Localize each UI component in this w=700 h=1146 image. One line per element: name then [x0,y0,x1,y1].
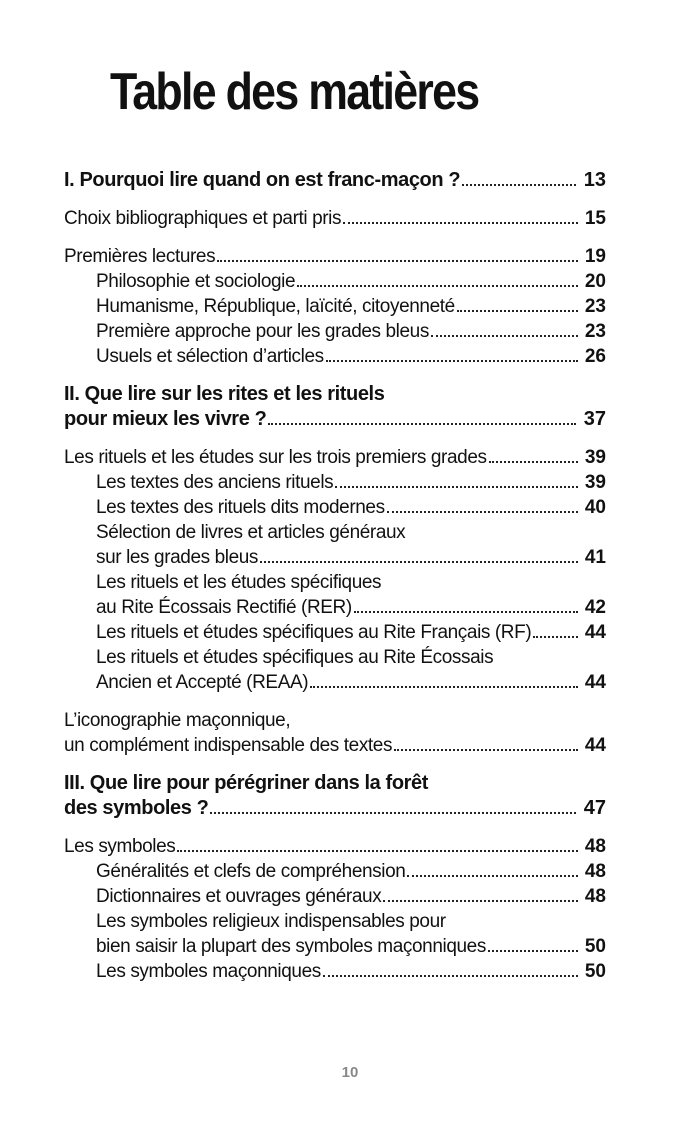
dot-leader [457,310,578,312]
toc-entry-line [64,344,606,369]
toc-entry-title: bien saisir la plupart des symboles maçonniques [96,936,486,957]
table-of-contents [64,168,606,997]
toc-entry-title: Philosophie et sociologie [96,271,296,292]
toc-entry-line [64,244,606,269]
toc-entry-title: Premières lectures [64,246,216,267]
toc-page-number: 37 [583,408,606,430]
toc-entry-title: au Rite Écossais Rectifié (RER) [96,597,352,618]
page-number: 10 [341,1064,359,1081]
toc-entry-line [64,206,606,231]
toc-entry-line [64,470,606,495]
toc-entry-line [64,495,606,520]
toc-entry-line [64,294,606,319]
toc-entry-title: III. Que lire pour pérégriner dans la forêt [64,772,429,794]
toc-page-number: 23 [584,321,606,342]
toc-page-number: 44 [584,735,606,756]
toc-page-number: 41 [584,547,606,568]
dot-leader [354,611,578,613]
toc-page-number: 47 [583,797,606,819]
toc-page-number: 39 [584,447,606,468]
toc-section [64,206,606,231]
toc-entry-line [64,545,606,570]
dot-leader [489,461,578,463]
toc-entry-line [64,645,606,670]
dot-leader [297,285,578,287]
toc-entry-line [64,445,606,470]
toc-entry-line [64,859,606,884]
toc-page-number: 40 [584,497,606,518]
toc-page-number: 48 [584,861,606,882]
dot-leader [323,975,578,977]
dot-leader [488,950,578,952]
toc-section [64,708,606,758]
toc-entry-title: Les rituels et les études sur les trois premiers grades [64,447,487,468]
toc-page-number: 39 [584,472,606,493]
toc-entry-line [64,708,606,733]
dot-leader [268,423,576,425]
dot-leader [387,511,578,513]
toc-page-number: 19 [584,246,606,267]
toc-entry-title: Les symboles [64,836,176,857]
toc-entry-title: pour mieux les vivre ? [64,408,267,430]
toc-entry-title: II. Que lire sur les rites et les rituels [64,383,385,405]
toc-page-number: 50 [584,936,606,957]
toc-entry-title: Les symboles religieux indispensables pour [96,911,446,932]
toc-chapter-line [64,168,606,193]
toc-page-number: 44 [584,622,606,643]
toc-section [64,244,606,369]
toc-section [64,168,606,193]
toc-entry-line [64,620,606,645]
dot-leader [407,875,578,877]
toc-entry-title: Les symboles maçonniques [96,961,321,982]
toc-entry-title: Choix bibliographiques et parti pris [64,208,342,229]
toc-page-number: 50 [584,961,606,982]
toc-chapter-line [64,796,606,821]
toc-page-number: 13 [583,169,606,191]
dot-leader [343,222,578,224]
toc-entry-line [64,733,606,758]
toc-entry-line [64,520,606,545]
toc-entry-title: sur les grades bleus [96,547,259,568]
toc-entry-title: Les rituels et études spécifiques au Rite Français (RF) [96,622,532,643]
dot-leader [310,686,578,688]
toc-entry-line [64,595,606,620]
toc-entry-line [64,834,606,859]
toc-chapter-line [64,771,606,796]
toc-entry-title: Les textes des anciens rituels [96,472,334,493]
toc-entry-title: Les rituels et études spécifiques au Rite Écossais [96,647,494,668]
toc-section [64,771,606,821]
toc-entry-line [64,909,606,934]
toc-entry-line [64,269,606,294]
toc-entry-title: un complément indispensable des textes [64,735,393,756]
toc-entry-title: I. Pourquoi lire quand on est franc-maçon ? [64,169,461,191]
toc-entry-title: Usuels et sélection d’articles [96,346,324,367]
toc-entry-line [64,959,606,984]
toc-chapter-line [64,382,606,407]
toc-page-number: 48 [584,886,606,907]
toc-entry-title: Première approche pour les grades bleus [96,321,429,342]
toc-entry-title: des symboles ? [64,797,209,819]
toc-entry-line [64,570,606,595]
toc-entry-line [64,934,606,959]
toc-section [64,834,606,984]
toc-entry-title: Les textes des rituels dits modernes [96,497,385,518]
toc-entry-title: Généralités et clefs de compréhension [96,861,406,882]
toc-entry-title: L’iconographie maçonnique, [64,710,291,731]
toc-page-number: 42 [584,597,606,618]
dot-leader [217,260,578,262]
toc-page-number: 48 [584,836,606,857]
toc-entry-line [64,670,606,695]
toc-entry-title: Sélection de livres et articles généraux [96,522,406,543]
dot-leader [431,335,578,337]
dot-leader [335,486,578,488]
dot-leader [177,850,578,852]
toc-entry-line [64,884,606,909]
toc-page-number: 23 [584,296,606,317]
toc-page-number: 15 [584,208,606,229]
toc-section [64,445,606,695]
toc-page-number: 20 [584,271,606,292]
toc-entry-title: Humanisme, République, laïcité, citoyenneté [96,296,455,317]
dot-leader [326,360,578,362]
toc-entry-title: Ancien et Accepté (REAA) [96,672,309,693]
dot-leader [260,561,578,563]
toc-entry-title: Dictionnaires et ouvrages généraux [96,886,382,907]
toc-page-number: 44 [584,672,606,693]
dot-leader [533,636,578,638]
dot-leader [383,900,578,902]
toc-entry-line [64,319,606,344]
dot-leader [210,812,576,814]
dot-leader [394,749,578,751]
toc-page-number: 26 [584,346,606,367]
toc-entry-title: Les rituels et les études spécifiques [96,572,382,593]
dot-leader [462,184,576,186]
toc-section [64,382,606,432]
toc-chapter-line [64,407,606,432]
page-title: Table des matières [110,63,479,121]
